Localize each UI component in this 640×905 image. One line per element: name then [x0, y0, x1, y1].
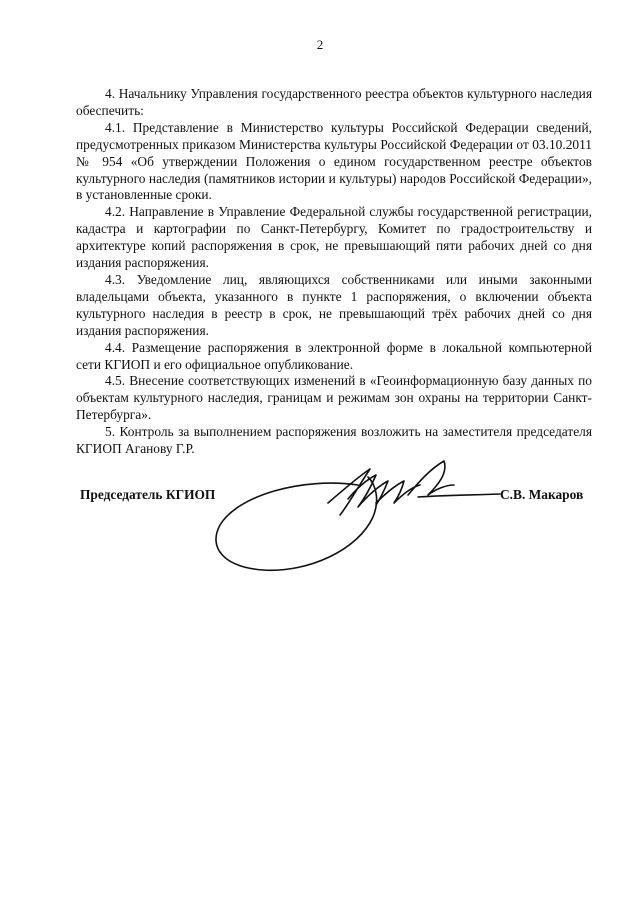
paragraph-4-5: 4.5. Внесение соответствующих изменений в «Геоинформационную базу данных по объектам культурного наследия, границам и режимам зон охраны на территории Санкт-Петербурга».	[76, 373, 592, 423]
paragraph-4-1: 4.1. Представление в Министерство культуры Российской Федерации сведений, предусмотренных приказом Министерства культуры Российской Федерации от 03.10.2011 № 954 «Об утверждении Положения о едином государственном реестре объектов культурного наследия (памятников истории и культуры) народов Российской Федерации», в установленные сроки.	[76, 119, 592, 203]
paragraph-4-4: 4.4. Размещение распоряжения в электронной форме в локальной компьютерной сети КГИОП и его официальное опубликование.	[76, 339, 592, 372]
document-body	[76, 86, 592, 458]
signatory-position: Председатель КГИОП	[80, 487, 216, 502]
signatory-name: С.В. Макаров	[500, 487, 584, 502]
page-number: 2	[316, 37, 324, 52]
paragraph-4-2: 4.2. Направление в Управление Федеральной службы государственной регистрации, кадастра и картографии по Санкт-Петербургу, Комитет по градостроительству и архитектуре копий распоряжения в срок, не превышающий пяти рабочих дней со дня издания распоряжения.	[76, 204, 592, 271]
handwritten-signature	[208, 455, 508, 580]
paragraph-4-3: 4.3. Уведомление лиц, являющихся собственниками или иными законными владельцами объекта, указанного в пункте 1 распоряжения, о включении объекта культурного наследия в реестр в срок, не превышающий трёх рабочих дней со дня издания распоряжения.	[76, 271, 592, 338]
paragraph-4: 4. Начальнику Управления государственного реестра объектов культурного наследия обеспечить:	[76, 86, 592, 118]
paragraph-5: 5. Контроль за выполнением распоряжения возложить на заместителя председателя КГИОП Аганову Г.Р.	[76, 424, 592, 457]
